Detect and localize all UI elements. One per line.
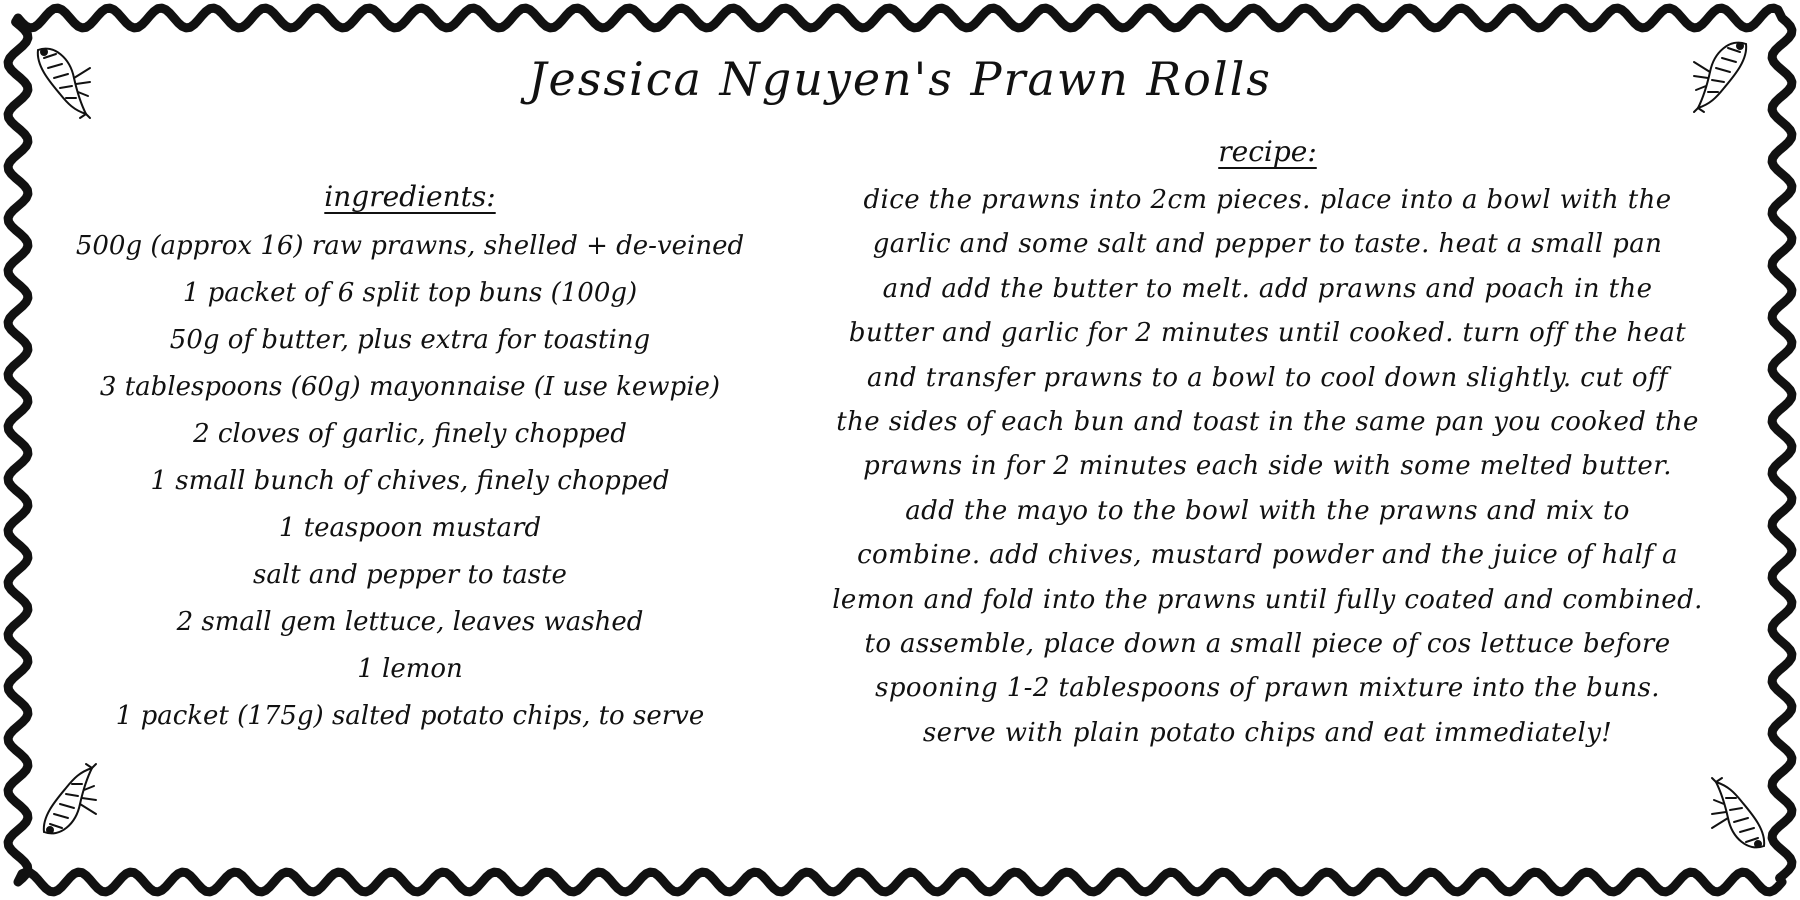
prawn-icon-bottom-left [36, 762, 98, 844]
recipe-line: to assemble, place down a small piece of cos lettuce before [864, 629, 1671, 660]
ingredient-item: 1 teaspoon mustard [278, 513, 542, 543]
ingredients-heading: ingredients: [324, 180, 496, 213]
recipe-line: add the mayo to the bowl with the prawns and mix to [905, 495, 1630, 526]
recipe-line: spooning 1-2 tablespoons of prawn mixture into the buns. [875, 673, 1660, 704]
ingredient-item: 1 packet (175g) salted potato chips, to serve [115, 701, 705, 731]
recipe-line: and add the butter to melt. add prawns and poach in the [882, 273, 1653, 304]
ingredient-item: salt and pepper to taste [253, 560, 567, 590]
ingredient-item: 3 tablespoons (60g) mayonnaise (I use kewpie) [99, 372, 721, 402]
ingredients-section [70, 180, 750, 740]
recipe-line: dice the prawns into 2cm pieces. place into a bowl with the [863, 185, 1672, 215]
prawn-icon-bottom-right [1710, 776, 1772, 858]
recipe-line: the sides of each bun and toast in the same pan you cooked the [836, 407, 1699, 438]
ingredient-item: 1 small bunch of chives, finely chopped [150, 466, 670, 496]
recipe-line: serve with plain potato chips and eat immediately! [922, 717, 1613, 748]
ingredients-list [70, 223, 750, 740]
recipe-line: garlic and some salt and pepper to taste. heat a small pan [872, 229, 1663, 260]
recipe-title: Jessica Nguyen's Prawn Rolls [528, 52, 1272, 106]
recipe-line: and transfer prawns to a bowl to cool down slightly. cut off [867, 362, 1668, 393]
ingredient-item: 1 lemon [357, 654, 463, 684]
recipe-line: lemon and fold into the prawns until fully coated and combined. [832, 584, 1703, 615]
ingredient-item: 500g (approx 16) raw prawns, shelled + de-veined [75, 231, 745, 261]
ingredient-item: 1 packet of 6 split top buns (100g) [182, 278, 638, 308]
recipe-section [800, 135, 1735, 755]
recipe-heading: recipe: [1218, 135, 1317, 168]
ingredient-item: 2 small gem lettuce, leaves washed [176, 607, 644, 637]
recipe-line: butter and garlic for 2 minutes until cooked. turn off the heat [848, 318, 1687, 349]
recipe-line: combine. add chives, mustard powder and the juice of half a [857, 540, 1678, 571]
ingredient-item: 50g of butter, plus extra for toasting [169, 325, 651, 355]
recipe-steps [800, 178, 1735, 755]
recipe-line: prawns in for 2 minutes each side with some melted butter. [863, 451, 1672, 482]
ingredient-item: 2 cloves of garlic, finely chopped [193, 419, 627, 449]
